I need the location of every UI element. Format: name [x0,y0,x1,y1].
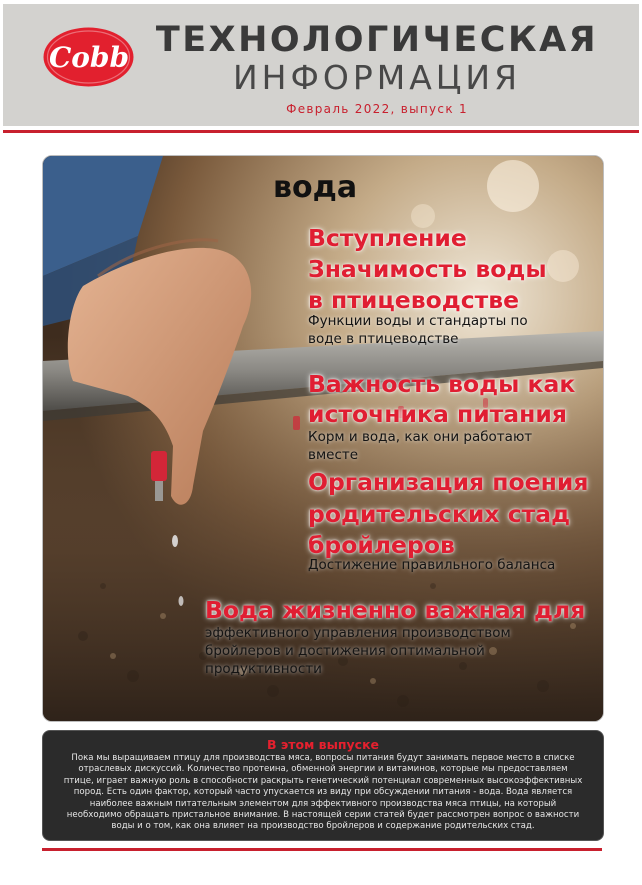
in-this-issue-line: птице, играет важную роль в способности раскрыть генетический потенциал современных высокоэффективных [63,775,583,786]
section-subtitle: Корм и вода, как они работают [308,429,533,445]
section-heading: источника питания [308,400,567,428]
section-heading: родительских стад [308,500,571,528]
cover-photo [42,155,604,722]
section-subtitle: Функции воды и стандарты по [308,313,528,329]
top-divider [3,130,639,133]
section-subtitle: вместе [308,447,359,463]
section-heading: Важность воды как [308,370,576,398]
in-this-issue-line: пород. Есть один фактор, который часто упускается из виду при обсуждении питания - вода. Вода является [73,787,573,798]
title-line-2: ИНФОРМАЦИЯ [232,58,522,97]
in-this-issue-line: Пока мы выращиваем птицу для производства мяса, вопросы питания будут занимать первое место в списке [71,753,575,763]
section-subtitle: бройлеров и достижения оптимальной [205,643,485,659]
in-this-issue-line: отраслевых дискуссий. Количество протеина, обменной энергии и витаминов, которые мы предоставляем [78,764,568,775]
in-this-issue-line: воды и о том, как она влияет на производство бройлеров и содержание родительских стад. [111,821,535,832]
section-heading: бройлеров [308,531,455,559]
cobb-logo-icon [42,26,135,88]
section-heading: Организация поения [308,468,589,496]
issue-date: Февраль 2022, выпуск 1 [286,102,468,116]
bottom-divider [42,848,602,851]
section-heading: Значимость воды [308,255,547,283]
in-this-issue-line: наиболее важным питательным элементом для эффективного производства мяса птицы, на который [89,798,557,809]
section-subtitle: эффективного управления производством [205,625,511,641]
section-subtitle: воде в птицеводстве [308,331,459,347]
in-this-issue-title: В этом выпуске [266,737,380,752]
title-line-1: ТЕХНОЛОГИЧЕСКАЯ [155,20,599,60]
logo-text: Cobb [48,41,130,74]
section-subtitle: Достижение правильного баланса [308,557,556,573]
section-heading: в птицеводстве [308,286,520,314]
in-this-issue-line: необходимо обращать пристальное внимание. В настоящей серии статей будет рассмотрен вопрос о важности [66,810,580,821]
section-subtitle: продуктивности [205,661,322,677]
section-heading: Вода жизненно важная для [205,596,586,624]
in-this-issue-text [53,753,593,833]
section-heading: Вступление [308,224,467,252]
cobb-logo [42,26,135,88]
cover-topic: вода [273,170,358,205]
in-this-issue-box [42,730,604,841]
